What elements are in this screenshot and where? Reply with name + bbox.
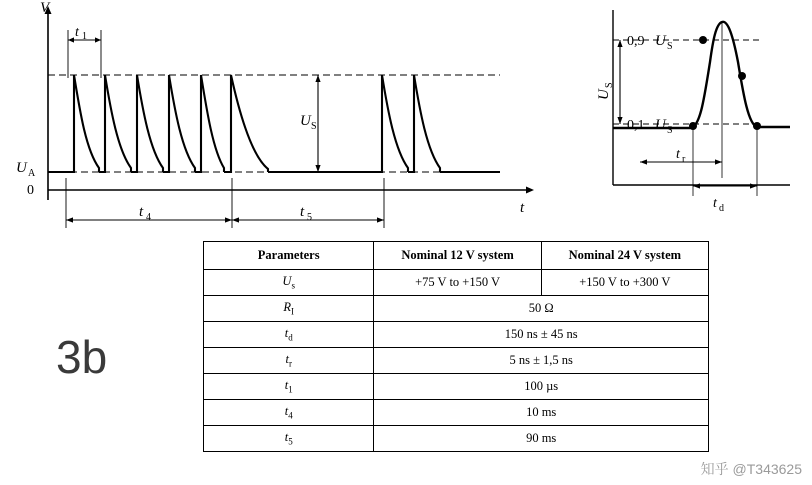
tr-label: t <box>676 147 680 162</box>
param-name-cell <box>204 322 374 348</box>
table-row <box>204 296 709 322</box>
t5-arrow-head-left <box>232 217 239 222</box>
t5-label: t <box>300 204 305 220</box>
level-01-label: 0,1 <box>627 118 645 133</box>
figure-label: 3b <box>56 331 108 383</box>
t4-arrow-head-left <box>66 217 73 222</box>
t4-arrow-head-right <box>225 217 232 222</box>
td-arrow-head-left <box>693 183 700 188</box>
tr-arrow-head-left <box>640 159 647 164</box>
param-subscript: r <box>288 358 292 369</box>
param-symbol: t <box>285 352 289 367</box>
param-value-merged: 150 ns ± 45 ns <box>374 322 709 348</box>
param-name-cell <box>204 400 374 426</box>
left-y-axis-label: V <box>40 0 50 16</box>
param-value-merged: 100 µs <box>374 374 709 400</box>
param-name-cell <box>204 348 374 374</box>
level-01-sub: S <box>667 125 673 136</box>
us-label: U <box>300 113 311 129</box>
table-row <box>204 270 709 296</box>
table-row <box>204 426 709 452</box>
right-us-arrow-head-top <box>617 40 622 47</box>
t1-arrow-head-right <box>95 37 101 42</box>
param-subscript: I <box>291 306 295 317</box>
level-09-sub: S <box>667 41 673 52</box>
left-x-axis-label: t <box>520 200 525 216</box>
header-parameters: Parameters <box>204 242 374 270</box>
t5-label-sub: 5 <box>307 212 312 223</box>
right-us-arrow-head-bottom <box>617 117 622 124</box>
ua-label-sub: A <box>28 168 36 179</box>
param-value-merged: 50 Ω <box>374 296 709 322</box>
param-value-merged: 5 ns ± 1,5 ns <box>374 348 709 374</box>
tr-arrow-head-right <box>715 159 722 164</box>
level-01-var: U <box>655 117 666 133</box>
origin-label: 0 <box>27 183 34 198</box>
param-subscript: 4 <box>288 410 293 421</box>
param-symbol: t <box>284 404 289 419</box>
param-symbol: R <box>283 300 292 315</box>
right-us-label-sub: S <box>604 82 615 88</box>
param-symbol: t <box>284 326 289 341</box>
parameters-table <box>203 241 709 452</box>
ua-label: U <box>16 160 27 176</box>
t5-arrow-head-right <box>377 217 384 222</box>
param-symbol: t <box>284 378 289 393</box>
param-subscript: 1 <box>288 384 293 395</box>
tr-label-sub: r <box>682 154 686 165</box>
t4-label: t <box>139 204 144 220</box>
table-row <box>204 348 709 374</box>
param-value-merged: 90 ms <box>374 426 709 452</box>
pulse-train <box>48 75 500 172</box>
left-x-axis-arrow <box>526 187 534 194</box>
marker-fall <box>738 72 746 80</box>
table-row <box>204 400 709 426</box>
header-nominal-24v: Nominal 24 V system <box>541 242 708 270</box>
td-label-sub: d <box>719 203 724 214</box>
header-nominal-12v: Nominal 12 V system <box>374 242 541 270</box>
td-label: t <box>713 196 717 211</box>
param-name-cell <box>204 426 374 452</box>
t1-label-sub: 1 <box>82 31 87 42</box>
param-name-cell <box>204 374 374 400</box>
right-us-label: U <box>596 89 612 100</box>
param-name-cell <box>204 270 374 296</box>
table-header-row <box>204 242 709 270</box>
t4-label-sub: 4 <box>146 212 151 223</box>
table-row <box>204 374 709 400</box>
us-arrow-head-top <box>315 75 320 82</box>
param-subscript: 5 <box>288 436 293 447</box>
param-subscript: d <box>288 332 293 343</box>
param-name-cell <box>204 296 374 322</box>
param-value-24v: +150 V to +300 V <box>541 270 708 296</box>
param-value-12v: +75 V to +150 V <box>374 270 541 296</box>
us-label-sub: S <box>311 121 317 132</box>
level-09-var: U <box>655 33 666 49</box>
marker-09-rise <box>699 36 707 44</box>
t1-label: t <box>75 25 79 40</box>
watermark: 知乎 @T343625 <box>700 461 802 477</box>
td-arrow-head-right <box>750 183 757 188</box>
param-value-merged: 10 ms <box>374 400 709 426</box>
param-symbol: U <box>282 274 292 289</box>
param-symbol: t <box>284 430 289 445</box>
level-09-label: 0,9 <box>627 34 645 49</box>
table-row <box>204 322 709 348</box>
t1-arrow-head-left <box>68 37 74 42</box>
param-subscript: s <box>291 280 295 291</box>
